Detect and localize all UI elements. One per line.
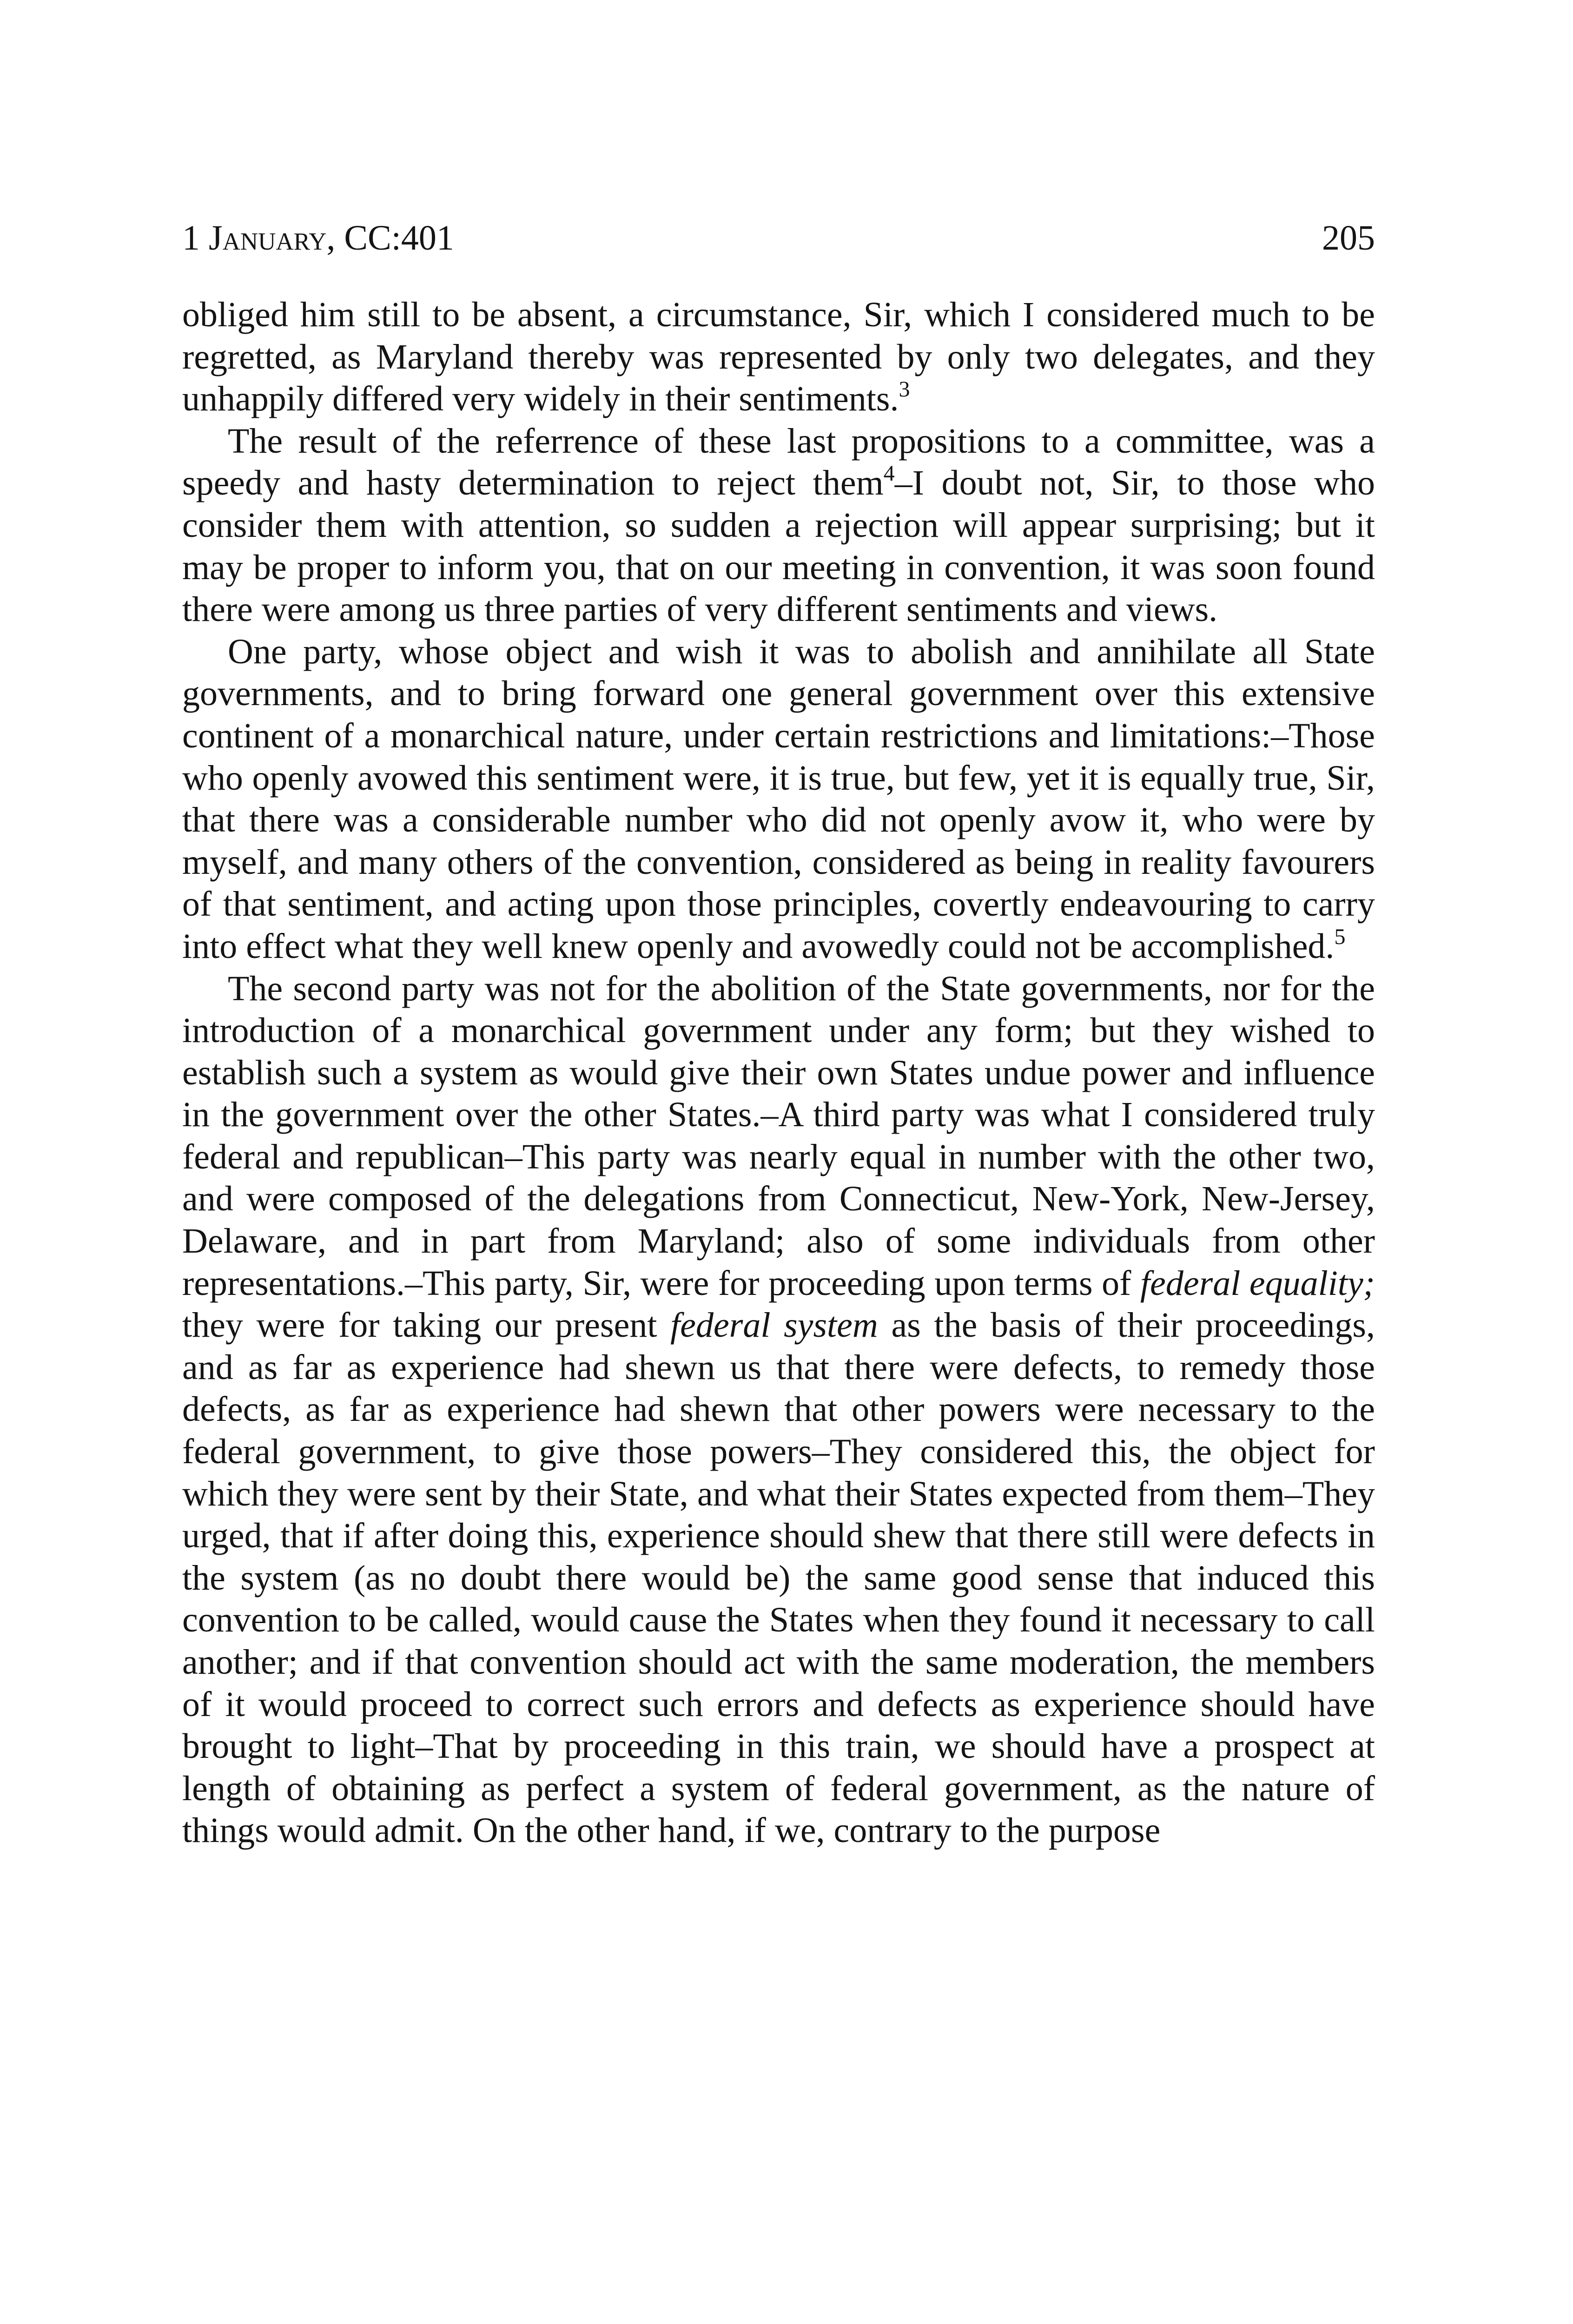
running-head-citation — [182, 210, 454, 266]
body-paragraph — [182, 294, 1375, 420]
paragraph-text: The second party was not for the abolition of the State governments, nor for the introduction of a monarchical government under any form; but they wished to establish such a system as would give their own States undue power and influence in the government over the other States.–A third party was what I considered truly federal and republican–This party was nearly equal in number with the other two, and were composed of the delegations from Connecticut, New-York, New-Jersey, Delaware, and in part from Maryland; also of some individuals from other representations.–This party, Sir, were for proceeding upon terms of — [182, 969, 1375, 1303]
running-head-date-number: 1 — [182, 218, 200, 257]
running-head-cc-number: , CC:401 — [326, 218, 454, 257]
body-text — [182, 294, 1375, 1852]
running-head-month: January — [209, 218, 327, 257]
footnote-reference: 5 — [1334, 924, 1346, 949]
body-paragraph — [182, 420, 1375, 631]
italic-phrase: federal equality; — [1140, 1263, 1375, 1303]
paragraph-text: One party, whose object and wish it was to abolish and annihilate all State governments, and to bring forward one general government over this extensive continent of a monarchical nature, under certain restrictions and limitations:–Those who openly avowed this sentiment were, it is true, but few, yet it is equally true, Sir, that there was a considerable number who did not openly avow it, who were by myself, and many others of the convention, considered as being in reality favourers of that sentiment, and acting upon those principles, covertly endeavouring to carry into effect what they well knew openly and avowedly could not be accomplished. — [182, 632, 1375, 966]
paragraph-text: –I doubt not, Sir, to those who consider them with attention, so sudden a rejection will appear surprising; but it may be proper to inform you, that on our meeting in convention, it was soon found there were among us three parties of very different sentiments and views. — [182, 463, 1375, 629]
footnote-reference: 3 — [899, 377, 910, 402]
footnote-reference: 4 — [883, 461, 895, 486]
italic-phrase: federal system — [670, 1306, 878, 1345]
paragraph-text: as the basis of their proceedings, and as far as experience had shewn us that there were defects, to remedy those defects, as far as experience had shewn that other powers were necessary to the federal government, to give those powers–They considered this, the object for which they were sent by their State, and what their States expected from them–They urged, that if after doing this, experience should shew that there still were defects in the system (as no doubt there would be) the same good sense that induced this convention to be called, would cause the States when they found it necessary to call another; and if that convention should act with the same moderation, the members of it would proceed to correct such errors and defects as experience should have brought to light–That by proceeding in this train, we should have a prospect at length of obtaining as perfect a system of federal government, as the nature of things would admit. On the other hand, if we, contrary to the purpose — [182, 1306, 1375, 1850]
paragraph-text: The result of the referrence of these last propositions to a committee, was a speedy and hasty determination to reject them — [182, 421, 1375, 503]
body-paragraph — [182, 968, 1375, 1852]
paragraph-text: obliged him still to be absent, a circumstance, Sir, which I considered much to be regretted, as Maryland thereby was represented by only two delegates, and they unhappily differed very widely in their sentiments. — [182, 295, 1375, 419]
paragraph-text: they were for taking our present — [182, 1306, 671, 1345]
running-head — [182, 210, 1375, 266]
body-paragraph — [182, 631, 1375, 968]
page-number: 205 — [1322, 218, 1375, 257]
